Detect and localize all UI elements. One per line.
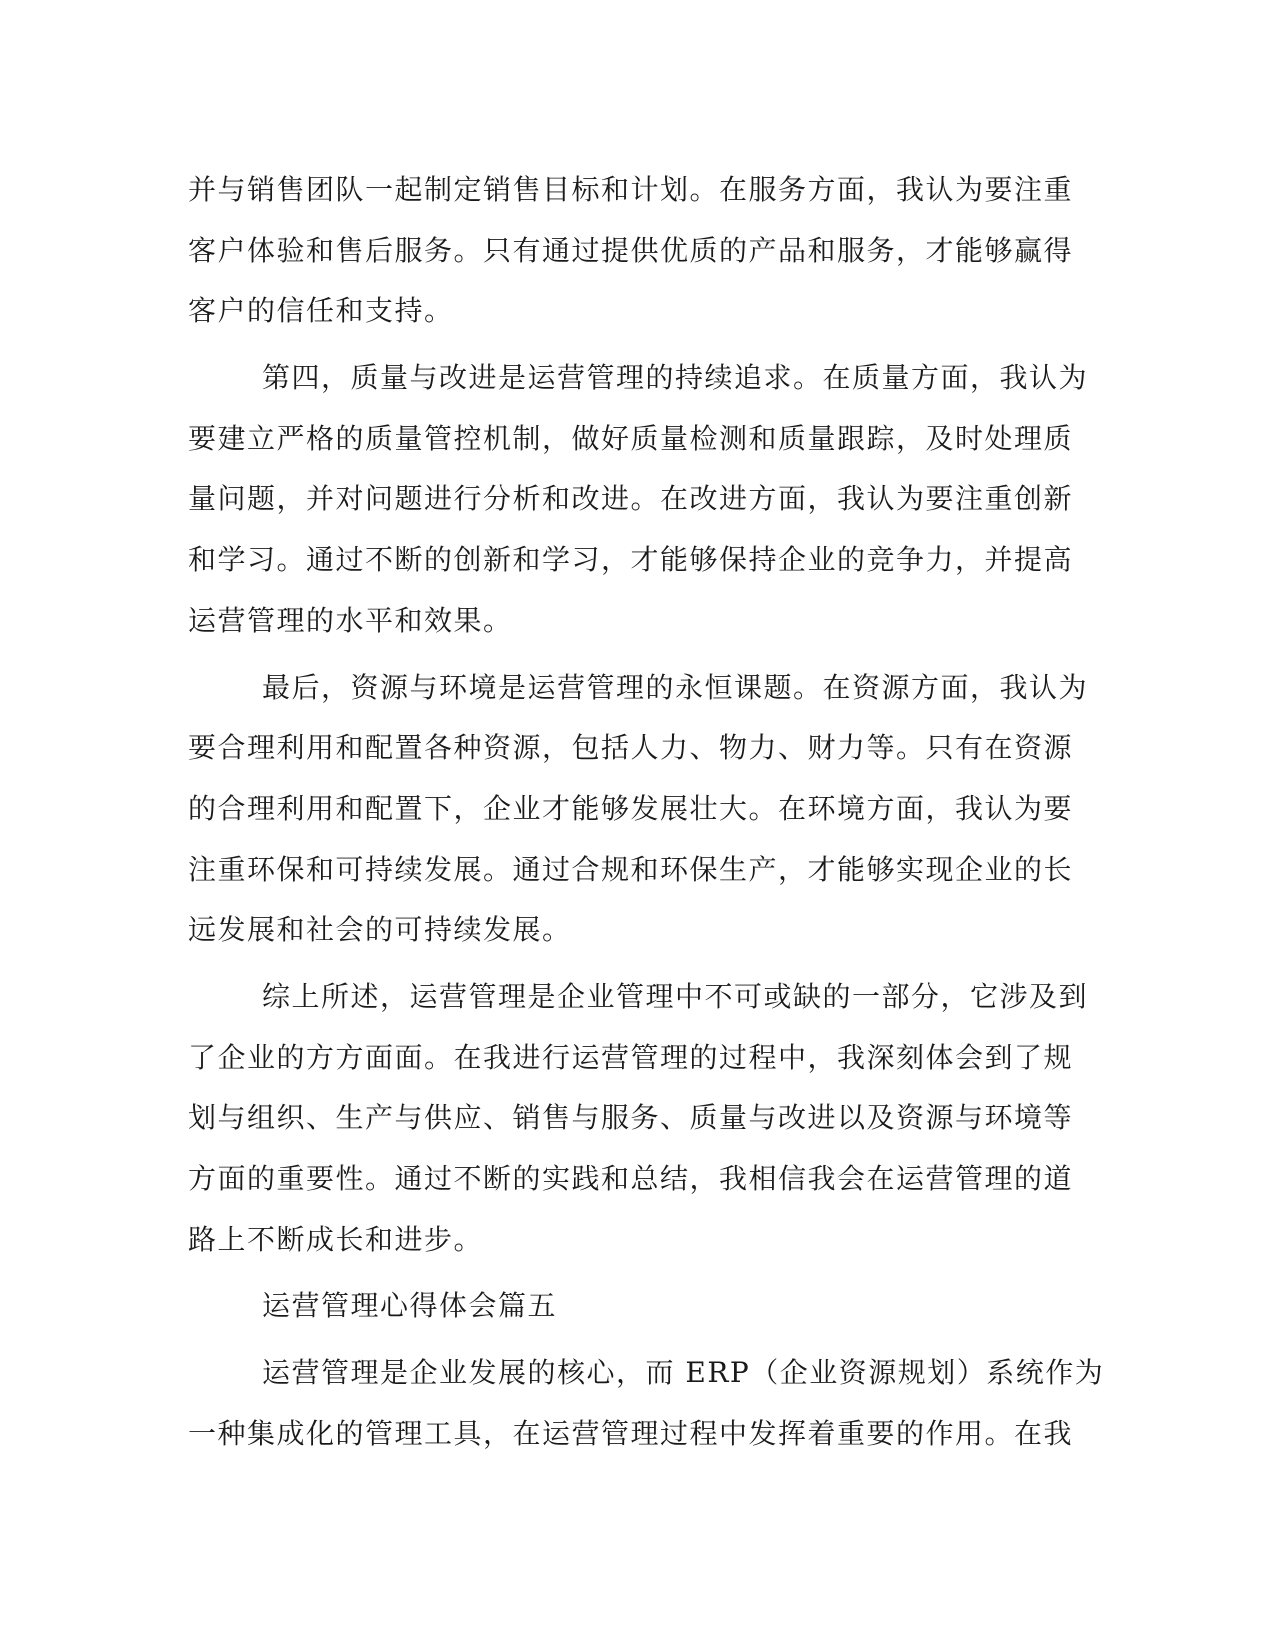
text-line: 运营管理的水平和效果。 bbox=[188, 603, 513, 637]
text-line: 划与组织、生产与供应、销售与服务、质量与改进以及资源与环境等 bbox=[188, 1101, 1074, 1135]
document-body bbox=[188, 160, 1105, 1464]
text-line: 要合理利用和配置各种资源，包括人力、物力、财力等。只有在资源 bbox=[188, 731, 1074, 765]
text-line: 注重环保和可持续发展。通过合规和环保生产，才能够实现企业的长 bbox=[188, 852, 1074, 886]
text-line: 客户体验和售后服务。只有通过提供优质的产品和服务，才能够赢得 bbox=[188, 233, 1074, 267]
text-line: 并与销售团队一起制定销售目标和计划。在服务方面，我认为要注重 bbox=[188, 173, 1074, 206]
text-line: 客户的信任和支持。 bbox=[188, 294, 454, 328]
text-line: 的合理利用和配置下，企业才能够发展壮大。在环境方面，我认为要 bbox=[188, 791, 1074, 825]
paragraph-first-line: 综上所述，运营管理是企业管理中不可或缺的一部分，它涉及到 bbox=[262, 979, 1089, 1013]
text-line: 路上不断成长和进步。 bbox=[188, 1222, 484, 1256]
section-heading: 运营管理心得体会篇五 bbox=[262, 1289, 558, 1323]
text-line: 了企业的方方面面。在我进行运营管理的过程中，我深刻体会到了规 bbox=[188, 1040, 1074, 1074]
paragraph-first-line: 最后，资源与环境是运营管理的永恒课题。在资源方面，我认为 bbox=[262, 670, 1089, 704]
text-line: 和学习。通过不断的创新和学习，才能够保持企业的竞争力，并提高 bbox=[188, 543, 1074, 577]
text-line: 远发展和社会的可持续发展。 bbox=[188, 913, 572, 947]
paragraph-first-line: 第四，质量与改进是运营管理的持续追求。在质量方面，我认为 bbox=[262, 361, 1089, 395]
paragraph-first-line: 运营管理是企业发展的核心，而 ERP（企业资源规划）系统作为 bbox=[262, 1356, 1105, 1390]
text-line: 一种集成化的管理工具，在运营管理过程中发挥着重要的作用。在我 bbox=[188, 1416, 1074, 1450]
text-line: 方面的重要性。通过不断的实践和总结，我相信我会在运营管理的道 bbox=[188, 1162, 1074, 1195]
text-line: 要建立严格的质量管控机制，做好质量检测和质量跟踪，及时处理质 bbox=[188, 421, 1074, 455]
text-line: 量问题，并对问题进行分析和改进。在改进方面，我认为要注重创新 bbox=[188, 482, 1074, 516]
